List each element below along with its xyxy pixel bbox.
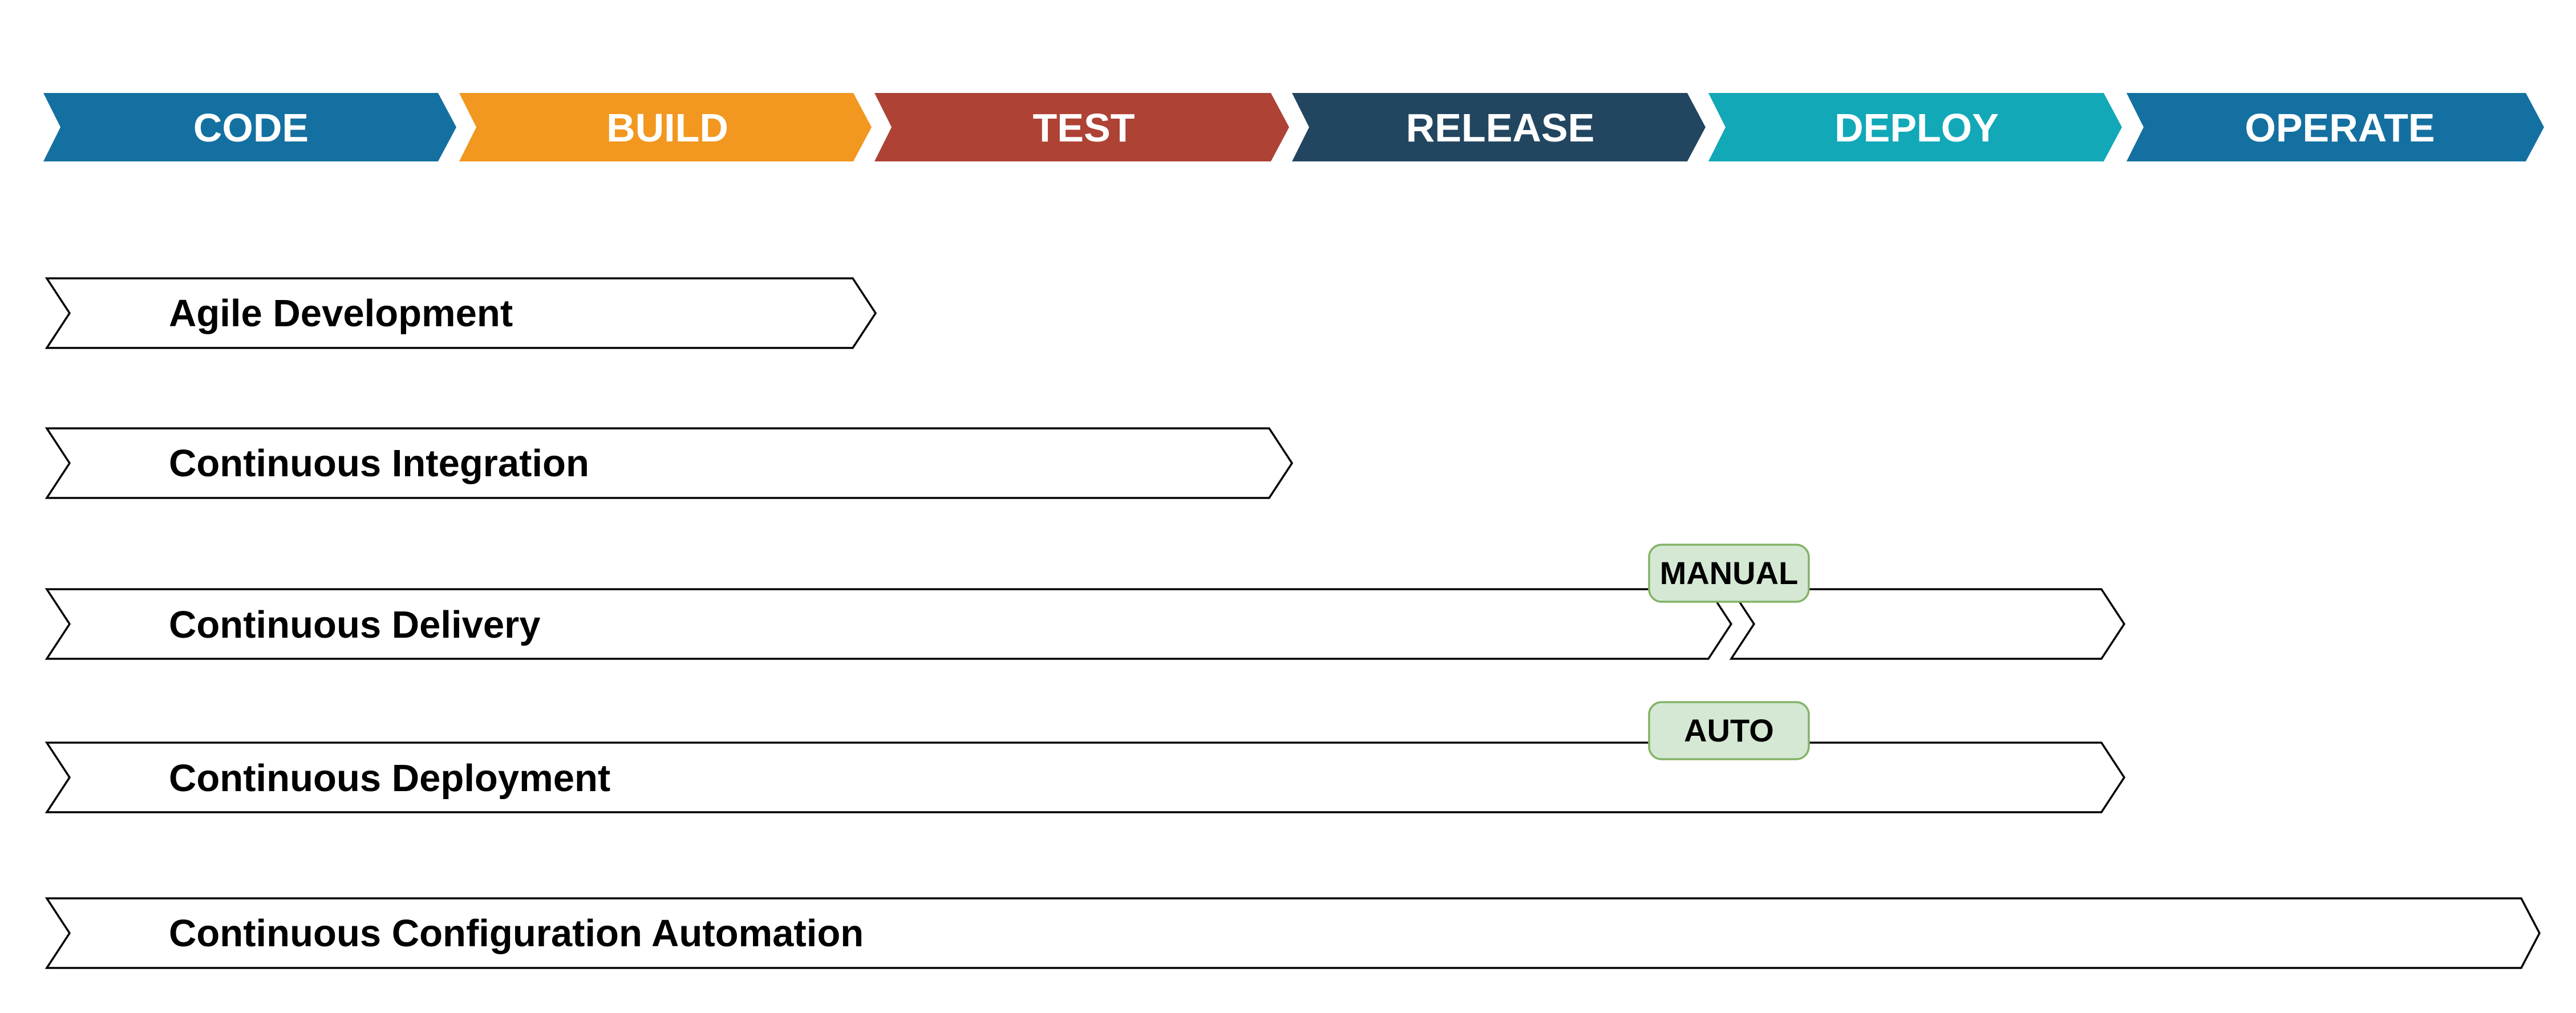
- stage-test-label: TEST: [1032, 106, 1135, 150]
- auto-badge-label: AUTO: [1684, 712, 1774, 748]
- stage-test: [874, 93, 1289, 161]
- auto-badge: [1649, 702, 1809, 759]
- stage-row: [43, 93, 2544, 161]
- stage-deploy: [1708, 93, 2122, 161]
- stage-code: [43, 93, 456, 161]
- stage-release: [1292, 93, 1706, 161]
- stage-operate: [2127, 93, 2544, 161]
- stage-build-label: BUILD: [606, 106, 728, 150]
- lane-continuous-deployment: [47, 743, 2124, 812]
- stage-release-label: RELEASE: [1406, 106, 1595, 150]
- lane-continuous-configuration-automation: [47, 898, 2539, 968]
- lane-continuous-delivery: [47, 589, 2124, 659]
- lane-continuous-delivery-label: Continuous Delivery: [169, 603, 541, 646]
- lane-continuous-integration-label: Continuous Integration: [169, 442, 589, 485]
- stage-deploy-label: DEPLOY: [1834, 106, 1999, 150]
- lane-continuous-deployment-label: Continuous Deployment: [169, 757, 611, 800]
- manual-badge-label: MANUAL: [1659, 555, 1799, 591]
- lane-agile-development-label: Agile Development: [169, 292, 513, 335]
- lane-continuous-configuration-automation-label: Continuous Configuration Automation: [169, 912, 864, 955]
- stage-code-label: CODE: [193, 106, 309, 150]
- manual-badge: [1649, 545, 1809, 602]
- stage-operate-label: OPERATE: [2245, 106, 2435, 150]
- stage-build: [459, 93, 872, 161]
- lane-continuous-integration: [47, 428, 1292, 498]
- lane-agile-development: [47, 278, 876, 348]
